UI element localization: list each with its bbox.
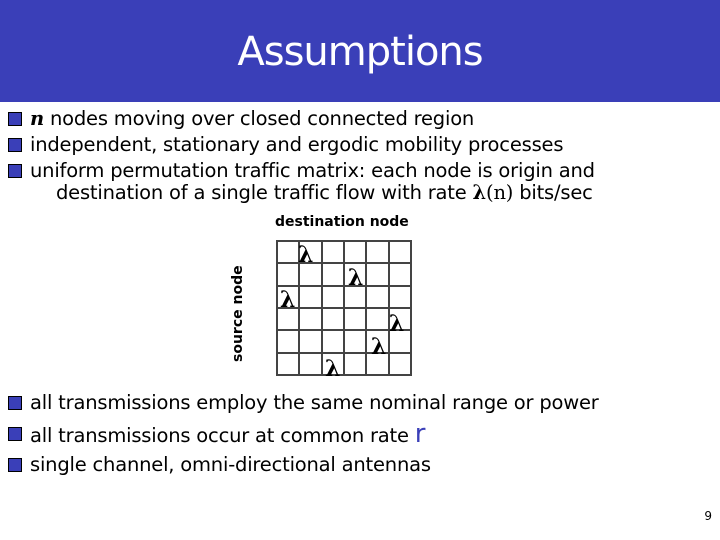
bullet-marker-icon [8,396,22,410]
bullet-marker-icon [8,164,22,178]
bullet-item [8,390,713,421]
bullet-text: uniform permutation traffic matrix: each node is origin and [30,159,595,182]
page-number: 9 [704,509,712,523]
bullet-text: independent, stationary and ergodic mobility processes [30,133,564,156]
matrix-cell [389,263,411,285]
bullet-marker-icon [8,138,22,152]
bullet-item [8,132,713,158]
bullet-text: single channel, omni-directional antennas [30,453,431,476]
rate-symbol-r: r [414,419,426,449]
matrix-cell [366,286,388,308]
matrix-cell [344,241,366,263]
matrix-cell [277,241,299,263]
matrix-lambda-entry: λ [325,356,341,382]
matrix-cell [366,263,388,285]
matrix-cell [277,330,299,352]
matrix-cell [299,308,321,330]
matrix-cell [389,353,411,375]
matrix-cell [344,330,366,352]
bullet-text: all transmissions employ the same nominal range or power [30,391,599,414]
matrix-cell [344,308,366,330]
lambda-symbol: λ [472,181,487,204]
matrix-lambda-entry: λ [348,265,364,291]
continuation-text: destination of a single traffic flow with rate [56,181,473,204]
bullet-list-bottom [8,390,713,483]
matrix-cell [389,286,411,308]
matrix-cell [389,241,411,263]
n-argument: (n) [486,181,514,204]
matrix-cell [366,241,388,263]
bullet-list-top [8,106,713,206]
matrix-cell [299,353,321,375]
bullet-marker-icon [8,427,22,441]
matrix-lambda-entry: λ [298,242,314,268]
matrix-cell [344,353,366,375]
slide-title: Assumptions [237,29,483,75]
matrix-cell [299,286,321,308]
matrix-lambda-entry: λ [389,311,405,337]
source-node-label: source node [230,265,246,362]
title-bar [0,0,720,102]
bullet-marker-icon [8,458,22,472]
matrix-lambda-entry: λ [280,287,296,313]
matrix-cell [322,330,344,352]
bullet-item [8,421,713,452]
matrix-lambda-entry: λ [371,334,387,360]
bullet-text: all transmissions occur at common rate [30,424,415,447]
matrix-cell [322,286,344,308]
matrix-cell [322,308,344,330]
destination-node-label: destination node [275,214,409,230]
matrix-cell [322,263,344,285]
bullet-marker-icon [8,112,22,126]
matrix-cell [366,308,388,330]
traffic-matrix-grid [276,240,412,376]
matrix-cell [277,353,299,375]
bullet-continuation [8,180,713,206]
bullet-italic-n: n [30,107,44,130]
matrix-cell [277,263,299,285]
matrix-cell [299,330,321,352]
bullet-item [8,106,713,132]
continuation-unit: bits/sec [513,181,593,204]
matrix-cell [322,241,344,263]
bullet-item [8,452,713,483]
bullet-text: nodes moving over closed connected region [43,107,475,130]
